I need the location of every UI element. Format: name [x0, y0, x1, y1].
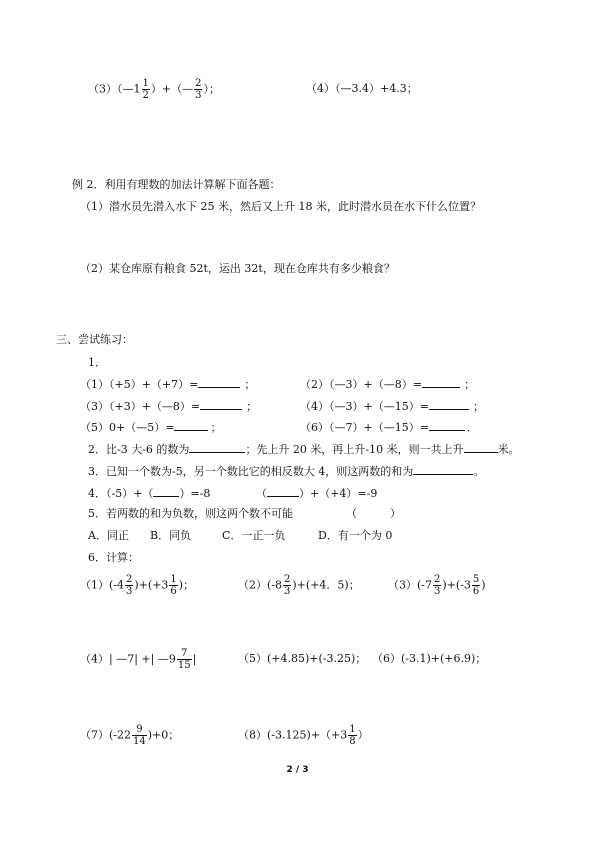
ex3-label: （3）（ [88, 82, 123, 96]
numerator: 2 [195, 78, 202, 89]
calc-1 [80, 574, 194, 597]
expr: （3）（+3）+（—8）= [80, 400, 201, 413]
semicolon: ； [210, 421, 222, 434]
calc-text: （2）(-8 [238, 578, 283, 592]
numerator: 1 [349, 724, 356, 735]
item4-text-d: ）+（+4）=-9 [299, 487, 378, 500]
calc-text: | [192, 652, 197, 666]
answer-blank[interactable] [429, 419, 465, 431]
period: ． [466, 421, 478, 434]
example2-title: 例 2．利用有理数的加法计算解下面各题： [72, 178, 281, 191]
fraction [283, 574, 291, 597]
calc-6: （6）(-3.1)+(+6.9)； [372, 652, 487, 665]
ex3-minus: —1 [122, 82, 141, 96]
item2-text-a: 2．比-3 大-6 的数为 [88, 443, 190, 456]
numerator: 2 [284, 574, 291, 585]
numerator: 2 [434, 574, 441, 585]
expr: （1）（+5）+（+7）= [80, 378, 199, 391]
calc-text: )+(-3 [442, 578, 471, 592]
answer-blank[interactable] [200, 398, 242, 410]
calc-4 [80, 648, 196, 671]
example2-q2: （2）某仓库原有粮食 52t，运出 32t，现在仓库共有多少粮食？ [80, 262, 395, 275]
expr: （2）（—3）+（—8）= [300, 378, 422, 391]
exercise-row2-a [80, 398, 257, 414]
expr: （6）（—7）+（—15）= [300, 421, 429, 434]
numerator: 9 [132, 724, 147, 736]
fraction [348, 724, 356, 747]
expr: （4）（—3）+（—15）= [300, 400, 429, 413]
ex3-end: ）； [203, 82, 220, 96]
answer-blank[interactable] [429, 398, 469, 410]
item3-text-a: 3．已知一个数为-5，另一个数比它的相反数大 4，则这两数的和为 [88, 465, 414, 478]
calc-text: （4）| —7| +| —9 [80, 652, 176, 666]
calc-text: )+(+4．5)； [292, 578, 360, 592]
answer-blank[interactable] [189, 441, 245, 453]
ex3-mid: ）+（— [150, 82, 194, 96]
answer-blank[interactable] [413, 463, 473, 475]
denominator: 15 [177, 660, 191, 671]
calc-text: ） [357, 728, 369, 742]
item2 [88, 441, 520, 457]
item1-label: 1． [88, 356, 106, 369]
answer-blank[interactable] [464, 441, 498, 453]
calc-7 [80, 724, 179, 747]
exercise-row1-b [300, 376, 475, 392]
calc-text: ) [481, 578, 486, 592]
item5-answer-paren[interactable]: （ ） [346, 507, 401, 520]
calc-2 [238, 574, 360, 597]
denominator: 2 [142, 90, 149, 101]
exercise-row1-a [80, 376, 255, 392]
calc-text: （7）(-22 [80, 728, 132, 742]
fraction [169, 574, 177, 597]
answer-blank[interactable] [267, 485, 299, 497]
item4-a [88, 485, 210, 501]
choice-c[interactable]: C．一正一负 [222, 529, 286, 542]
semicolon: ； [246, 400, 258, 413]
numerator: 7 [177, 648, 192, 660]
numerator: 5 [472, 574, 480, 585]
calc-text: )+(+3 [134, 578, 169, 592]
item5: 5．若两数的和为负数，则这两个数不可能 [88, 507, 293, 520]
answer-blank[interactable] [174, 419, 208, 431]
item3-text-b: 。 [473, 465, 485, 478]
denominator: 3 [434, 586, 441, 597]
section-heading: 三、尝试练习： [56, 333, 133, 346]
fraction [194, 78, 202, 101]
answer-blank[interactable] [422, 376, 460, 388]
fraction [125, 574, 133, 597]
exercise-row2-b [300, 398, 484, 414]
fraction [472, 574, 480, 597]
exercise-row3-b [300, 419, 478, 435]
item4-text-a: 4．（-5）+（ [88, 487, 154, 500]
choice-b[interactable]: B．同负 [150, 529, 192, 542]
example2-q1: （1）潜水员先潜入水下 25 米，然后又上升 18 米，此时潜水员在水下什么位置？ [80, 200, 481, 213]
item4-text-c: （ [256, 487, 267, 500]
fraction [142, 78, 150, 101]
answer-blank[interactable] [198, 376, 240, 388]
denominator: 3 [195, 90, 202, 101]
exercise-row3-a [80, 419, 221, 435]
expr: （5）0+（—5）= [80, 421, 175, 434]
denominator: 3 [126, 586, 133, 597]
exercise-4: （4）（—3.4）+4.3； [306, 82, 418, 95]
numerator: 2 [126, 574, 133, 585]
item2-text-c: 米。 [497, 443, 520, 456]
fraction [177, 648, 192, 671]
item6: 6．计算： [88, 551, 139, 564]
semicolon: ； [244, 378, 256, 391]
semicolon: ； [463, 378, 475, 391]
numerator: 1 [142, 78, 149, 89]
calc-text: （3）(-7 [388, 578, 433, 592]
calc-text: （1）(-4 [80, 578, 125, 592]
choice-d[interactable]: D．有一个为 0 [318, 529, 393, 542]
calc-text: )； [178, 578, 195, 592]
item3 [88, 463, 484, 479]
denominator: 3 [284, 586, 291, 597]
exercise-3 [88, 78, 220, 101]
choice-a[interactable]: A．同正 [88, 529, 129, 542]
calc-3 [388, 574, 486, 597]
fraction [433, 574, 441, 597]
page-number: 2 / 3 [286, 765, 309, 775]
denominator: 6 [472, 586, 480, 597]
denominator: 8 [349, 736, 356, 747]
calc-8 [238, 724, 369, 747]
numerator: 1 [170, 574, 177, 585]
denominator: 6 [170, 586, 177, 597]
fraction [132, 724, 147, 747]
denominator: 14 [133, 736, 146, 747]
semicolon: ； [472, 400, 484, 413]
calc-text: )+0； [147, 728, 180, 742]
item4-text-b: ）=-8 [179, 487, 211, 500]
item4-b [256, 485, 377, 501]
item2-text-b: ；先上升 20 米，再上升-10 米，则一共上升 [245, 443, 464, 456]
calc-text: （8）(-3.125)+（+3 [238, 728, 348, 742]
calc-5: （5）(+4.85)+(-3.25)； [238, 652, 367, 665]
answer-blank[interactable] [153, 485, 179, 497]
